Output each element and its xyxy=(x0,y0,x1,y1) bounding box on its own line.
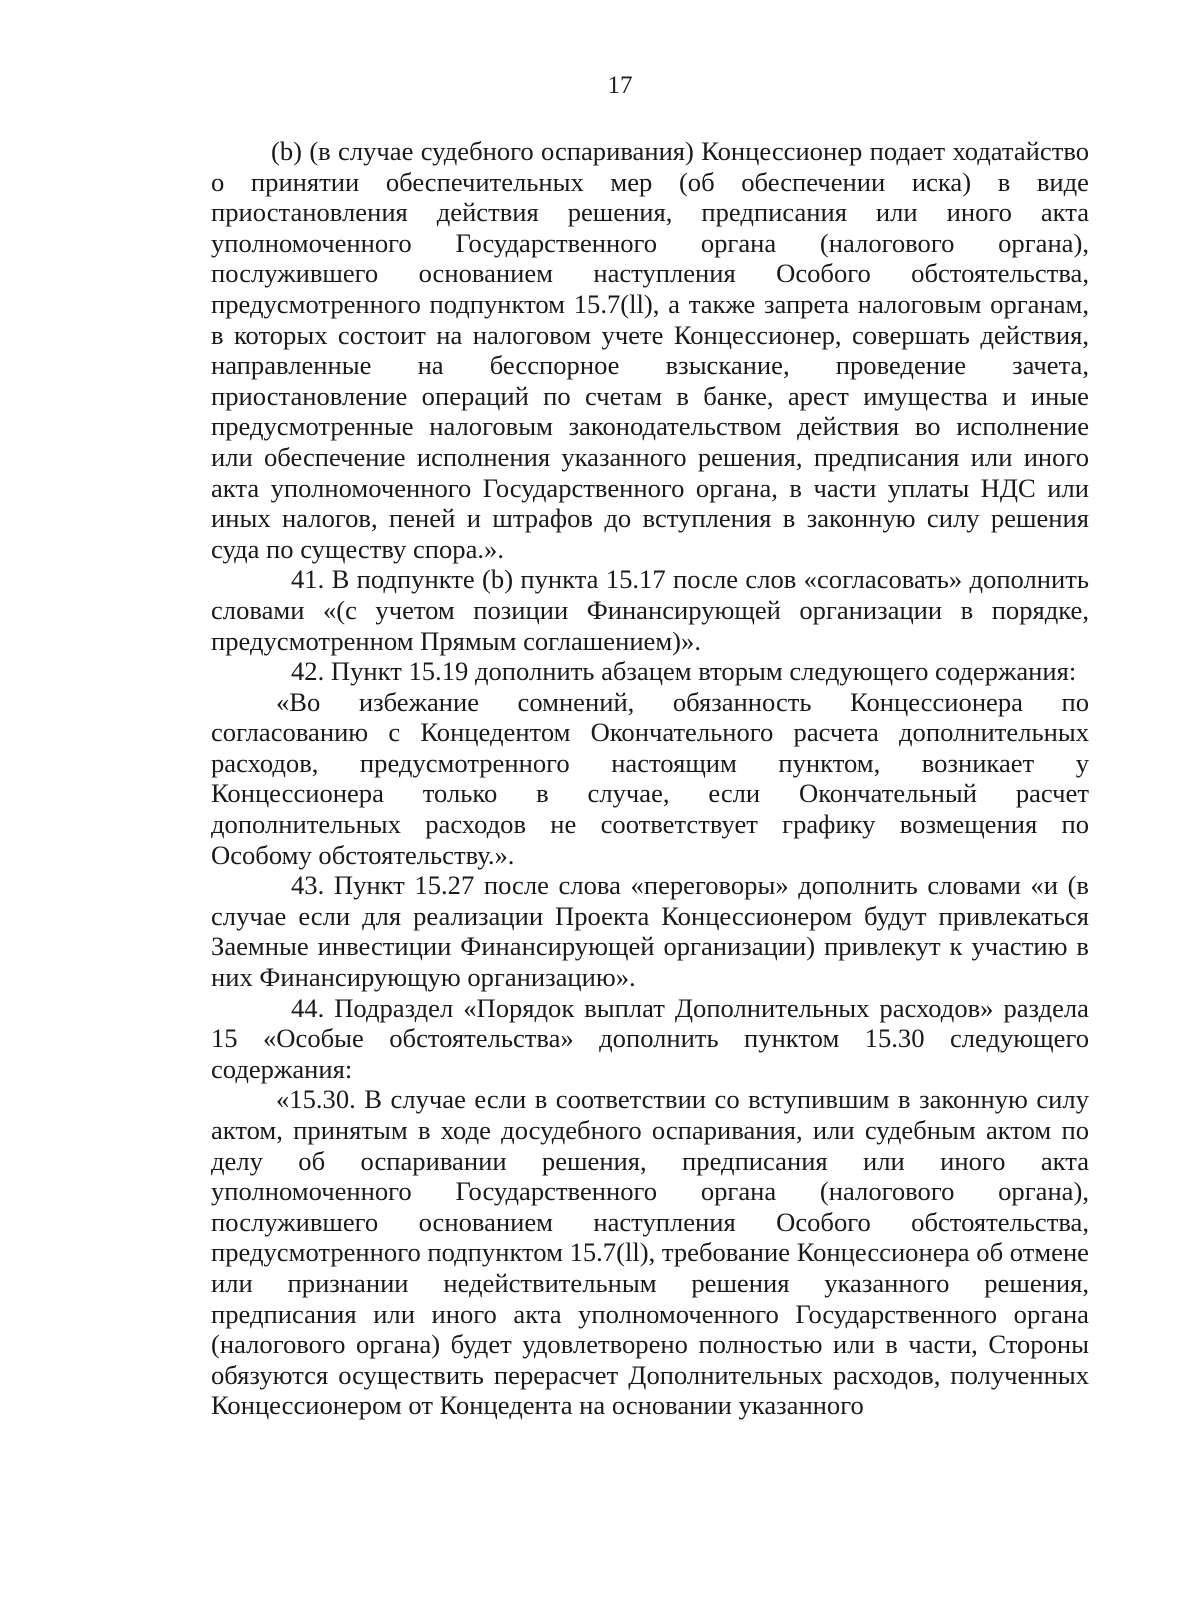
paragraph-quote-15-30: «15.30. В случае если в соответствии со вступившим в законную силу актом, принятым в ходе досудебного оспаривания, или судебным актом по делу об оспаривании решения, предписания или иного акта уполномоченного Государственного органа (налогового органа), послужившего основанием наступления Особого обстоятельства, предусмотренного подпунктом 15.7(ll), требование Концессионера об отмене или признании недействительным решения указанного решения, предписания или иного акта уполномоченного Государственного органа (налогового органа) будет удовлетворено полностью или в части, Стороны обязуются осуществить перерасчет Дополнительных расходов, полученных Концессионером от Концедента на основании указанного xyxy=(211,1084,1089,1421)
page-number: 17 xyxy=(607,72,633,99)
paragraph-quote-15-19: «Во избежание сомнений, обязанность Концессионера по согласованию с Концедентом Окончательного расчета дополнительных расходов, предусмотренного настоящим пунктом, возникает у Концессионера только в случае, если Окончательный расчет дополнительных расходов не соответствует графику возмещения по Особому обстоятельству.». xyxy=(211,686,1089,870)
paragraph-item-43: 43. Пункт 15.27 после слова «переговоры» дополнить словами «и (в случае если для реализации Проекта Концессионером будут привлекаться Заемные инвестиции Финансирующей организации) привлекут к участию в них Финансирующую организацию». xyxy=(211,870,1089,993)
paragraph-item-42: 42. Пункт 15.19 дополнить абзацем вторым следующего содержания: xyxy=(291,656,1077,687)
paragraph-item-44: 44. Подраздел «Порядок выплат Дополнительных расходов» раздела 15 «Особые обстоятельства» дополнить пунктом 15.30 следующего содержания: xyxy=(211,992,1089,1084)
paragraph-b-court-challenge: (b) (в случае судебного оспаривания) Концессионер подает ходатайство о принятии обеспечительных мер (об обеспечении иска) в виде приостановления действия решения, предписания или иного акта уполномоченного Государственного органа (налогового органа), послужившего основанием наступления Особого обстоятельства, предусмотренного подпунктом 15.7(ll), а также запрета налоговым органам, в которых состоит на налоговом учете Концессионер, совершать действия, направленные на бесспорное взыскание, проведение зачета, приостановление операций по счетам в банке, арест имущества и иные предусмотренные налоговым законодательством действия во исполнение или обеспечение исполнения указанного решения, предписания или иного акта уполномоченного Государственного органа, в части уплаты НДС или иных налогов, пеней и штрафов до вступления в законную силу решения суда по существу спора.». xyxy=(211,136,1089,564)
document-body xyxy=(211,136,1089,1421)
paragraph-item-41: 41. В подпункте (b) пункта 15.17 после слов «согласовать» дополнить словами «(с учетом позиции Финансирующей организации в порядке, предусмотренном Прямым соглашением)». xyxy=(211,564,1089,656)
